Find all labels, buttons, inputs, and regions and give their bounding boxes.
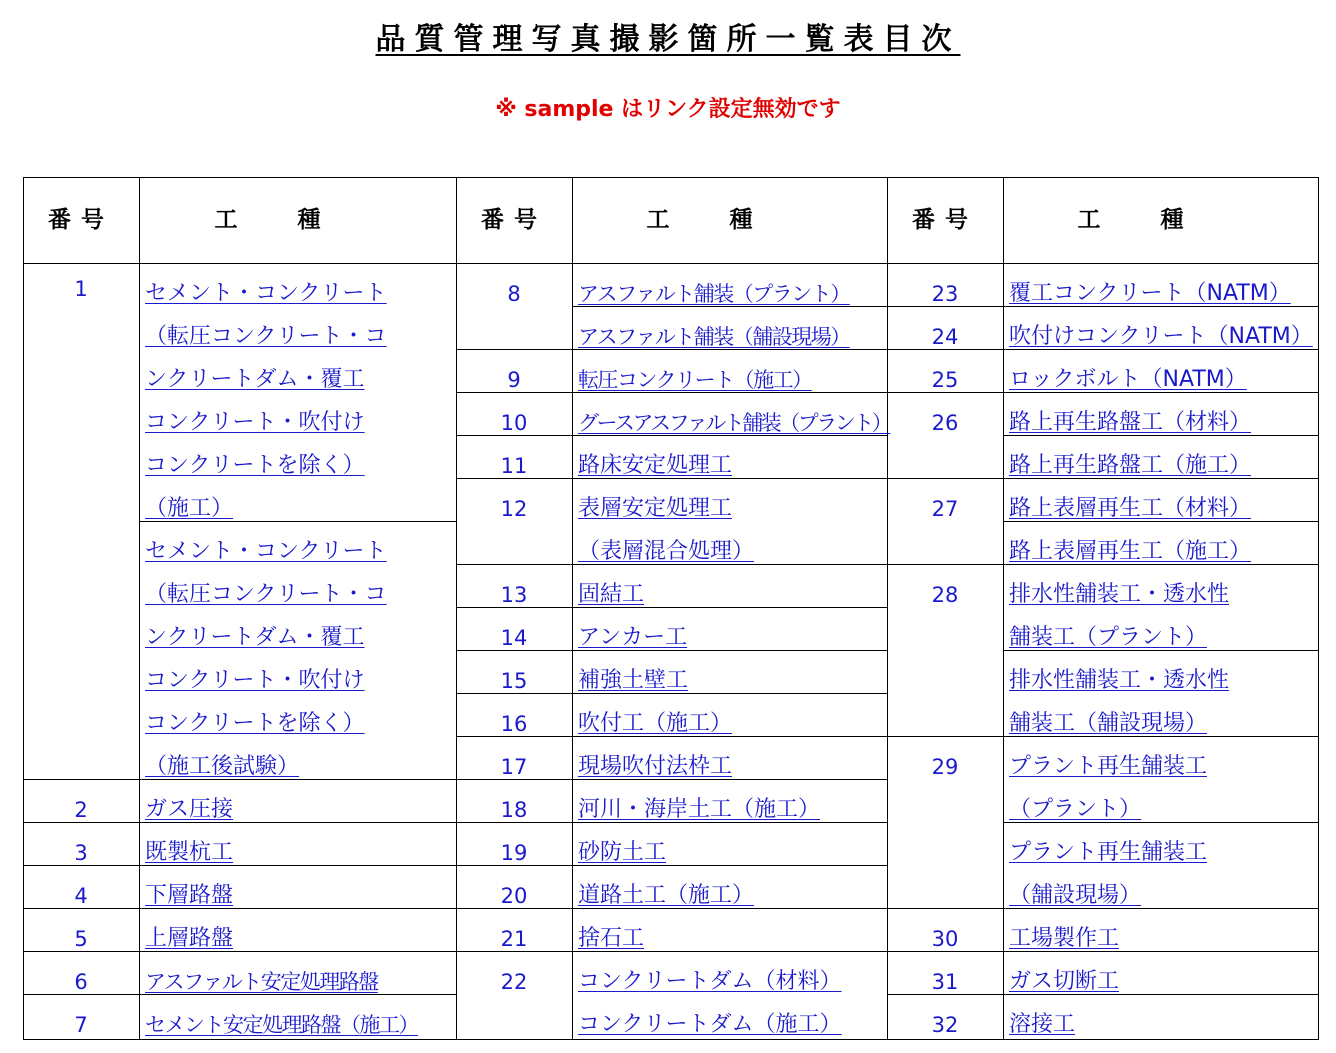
item-number: 29 — [931, 755, 959, 779]
item-link[interactable]: ンクリートダム・覆工 — [145, 625, 365, 650]
item-number: 22 — [500, 970, 528, 994]
sample-note: ※ sample はリンク設定無効です — [495, 97, 841, 122]
item-number: 24 — [931, 325, 959, 349]
item-link[interactable]: 補強土壁工 — [578, 668, 689, 693]
item-link[interactable]: 固結工 — [578, 582, 645, 607]
item-link[interactable]: プラント再生舗装工 — [1009, 754, 1208, 779]
item-link[interactable]: 路上表層再生工（材料） — [1009, 496, 1252, 521]
page-title: 品質管理写真撮影箇所一覧表目次 — [375, 22, 961, 57]
item-link[interactable]: 河川・海岸土工（施工） — [578, 797, 821, 822]
item-link[interactable]: 既製杭工 — [145, 840, 234, 865]
header-number-3: 番号 — [912, 207, 978, 233]
item-link[interactable]: ガス圧接 — [145, 797, 234, 822]
item-link[interactable]: 路上再生路盤工（材料） — [1009, 410, 1252, 435]
item-link[interactable]: ロックボルト（NATM） — [1009, 367, 1247, 392]
item-number: 21 — [500, 927, 528, 951]
item-link[interactable]: 砂防土工 — [578, 840, 667, 865]
header-number-1: 番号 — [48, 207, 114, 233]
item-link[interactable]: 溶接工 — [1009, 1012, 1076, 1037]
item-link[interactable]: セメント・コンクリート — [145, 539, 387, 564]
item-number: 3 — [74, 841, 88, 865]
item-link[interactable]: 道路土工（施工） — [578, 883, 755, 908]
item-link[interactable]: 路上再生路盤工（施工） — [1009, 453, 1252, 478]
item-link[interactable]: 排水性舗装工・透水性 — [1009, 668, 1230, 693]
item-link[interactable]: （舗設現場） — [1009, 883, 1142, 908]
item-link[interactable]: プラント再生舗装工 — [1009, 840, 1208, 865]
item-number: 10 — [500, 411, 528, 435]
header-kind-1: 工種 — [214, 207, 381, 233]
item-number: 31 — [931, 970, 959, 994]
item-number: 15 — [500, 669, 528, 693]
header-kind-3: 工種 — [1077, 207, 1244, 233]
index-table — [23, 177, 1320, 1040]
item-number: 7 — [74, 1013, 88, 1037]
item-number: 23 — [931, 282, 959, 306]
item-number: 8 — [507, 282, 521, 306]
item-link[interactable]: コンクリート・吹付け — [145, 668, 365, 693]
item-number: 1 — [74, 277, 88, 301]
item-number: 30 — [931, 927, 959, 951]
item-link[interactable]: 舗装工（舗設現場） — [1009, 711, 1208, 736]
item-link[interactable]: アスファルト舗装（プラント） — [578, 282, 850, 306]
item-link[interactable]: コンクリートを除く） — [145, 453, 365, 478]
item-number: 26 — [931, 411, 959, 435]
item-link[interactable]: セメント・コンクリート — [145, 281, 387, 306]
item-number: 32 — [931, 1013, 959, 1037]
item-link[interactable]: 吹付けコンクリート（NATM） — [1009, 324, 1313, 349]
item-link[interactable]: （施工） — [145, 496, 234, 521]
item-link[interactable]: 上層路盤 — [145, 926, 234, 951]
item-link[interactable]: 路床安定処理工 — [578, 453, 733, 478]
item-link[interactable]: セメント安定処理路盤（施工） — [145, 1013, 418, 1037]
item-number: 28 — [931, 583, 959, 607]
item-link[interactable]: ンクリートダム・覆工 — [145, 367, 365, 392]
item-number: 20 — [500, 884, 528, 908]
item-link[interactable]: 舗装工（プラント） — [1009, 625, 1208, 650]
item-number: 9 — [507, 368, 521, 392]
item-number: 5 — [74, 927, 88, 951]
item-link[interactable]: 表層安定処理工 — [578, 496, 733, 521]
item-link[interactable]: コンクリート・吹付け — [145, 410, 365, 435]
item-number: 13 — [500, 583, 528, 607]
item-number: 17 — [500, 755, 528, 779]
header-number-2: 番号 — [481, 207, 547, 233]
item-link[interactable]: コンクリートダム（材料） — [578, 969, 842, 994]
item-link[interactable]: （プラント） — [1009, 797, 1142, 822]
item-link[interactable]: アスファルト舗装（舗設現場） — [578, 325, 850, 349]
item-link[interactable]: 排水性舗装工・透水性 — [1009, 582, 1230, 607]
item-number: 4 — [74, 884, 88, 908]
item-number: 6 — [74, 970, 88, 994]
header-kind-2: 工種 — [646, 207, 813, 233]
item-link[interactable]: 吹付工（施工） — [578, 711, 733, 736]
item-number: 25 — [931, 368, 959, 392]
item-link[interactable]: 転圧コンクリート（施工） — [578, 368, 812, 392]
item-link[interactable]: （転圧コンクリート・コ — [145, 582, 387, 607]
item-link[interactable]: （施工後試験） — [145, 754, 300, 779]
item-number: 11 — [500, 454, 528, 478]
item-number: 16 — [500, 712, 528, 736]
item-link[interactable]: 工場製作工 — [1009, 926, 1120, 951]
item-link[interactable]: 路上表層再生工（施工） — [1009, 539, 1252, 564]
item-number: 12 — [500, 497, 528, 521]
item-number: 14 — [500, 626, 528, 650]
item-number: 27 — [931, 497, 959, 521]
item-link[interactable]: 覆工コンクリート（NATM） — [1009, 281, 1291, 306]
item-link[interactable]: ガス切断工 — [1009, 969, 1120, 994]
item-link[interactable]: コンクリートを除く） — [145, 711, 365, 736]
item-link[interactable]: 現場吹付法枠工 — [578, 754, 733, 779]
item-link[interactable]: グースアスファルト舗装（プラント） — [578, 411, 891, 435]
item-number: 19 — [500, 841, 528, 865]
item-link[interactable]: （転圧コンクリート・コ — [145, 324, 387, 349]
item-link[interactable]: （表層混合処理） — [578, 539, 755, 564]
item-link[interactable]: コンクリートダム（施工） — [578, 1012, 842, 1037]
item-number: 2 — [74, 798, 88, 822]
item-link[interactable]: アスファルト安定処理路盤 — [145, 970, 378, 994]
item-link[interactable]: アンカー工 — [578, 625, 688, 650]
item-number: 18 — [500, 798, 528, 822]
item-link[interactable]: 捨石工 — [578, 926, 645, 951]
item-link[interactable]: 下層路盤 — [145, 883, 234, 908]
